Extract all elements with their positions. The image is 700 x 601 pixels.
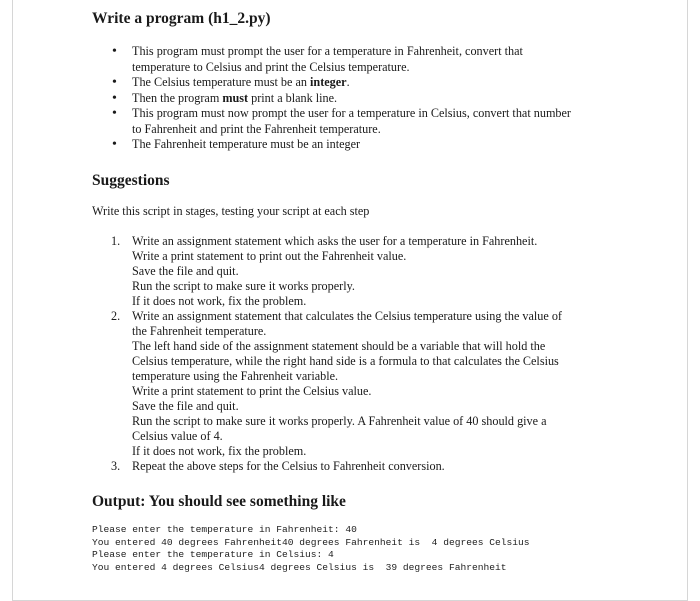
requirements-list <box>92 44 622 153</box>
step-line: Write a print statement to print out the Fahrenheit value. <box>132 249 407 263</box>
page-title: Write a program (h1_2.py) <box>92 10 271 27</box>
requirement-text: Then the program <box>132 90 223 105</box>
step-line: Run the script to make sure it works properly. <box>132 279 355 293</box>
console-output <box>92 524 530 574</box>
requirement-item <box>92 106 622 137</box>
requirement-emphasis: integer <box>310 75 347 89</box>
console-line: You entered 40 degrees Fahrenheit40 degrees Fahrenheit is 4 degrees Celsius <box>92 536 530 548</box>
step-number: 3. <box>111 459 121 473</box>
requirement-line: This program must prompt the user for a temperature in Fahrenheit, convert that <box>132 44 523 58</box>
step-line: Save the file and quit. <box>132 264 239 278</box>
step-line: Write an assignment statement which asks the user for a temperature in Fahrenheit. <box>132 234 538 248</box>
requirement-emphasis: must <box>222 90 249 105</box>
step-line: Repeat the above steps for the Celsius to Fahrenheit conversion. <box>132 459 445 473</box>
output-heading: Output: You should see something like <box>92 493 346 510</box>
requirement-text: . <box>346 75 350 89</box>
step-item <box>92 234 612 309</box>
requirement-item <box>92 75 622 91</box>
step-line: Run the script to make sure it works properly. A Fahrenheit value of 40 should give a <box>132 414 547 428</box>
console-line: Please enter the temperature in Celsius: 4 <box>92 549 334 560</box>
step-line: Celsius temperature, while the right hand side is a formula to that calculates the Celsius <box>132 354 559 368</box>
step-line: Write an assignment statement that calculates the Celsius temperature using the value of <box>132 309 562 323</box>
requirement-item <box>92 91 622 107</box>
requirement-line: temperature to Celsius and print the Celsius temperature. <box>132 59 410 74</box>
step-line: If it does not work, fix the problem. <box>132 444 307 458</box>
step-line: Celsius value of 4. <box>132 429 223 443</box>
step-number: 1. <box>111 234 121 248</box>
requirement-line: to Fahrenheit and print the Fahrenheit temperature. <box>132 121 381 136</box>
step-line: Save the file and quit. <box>132 399 239 413</box>
requirement-line: The Fahrenheit temperature must be an integer <box>132 137 361 151</box>
requirement-item <box>92 137 622 153</box>
step-line: Write a print statement to print the Celsius value. <box>132 384 372 398</box>
requirement-item <box>92 44 622 75</box>
step-number: 2. <box>111 309 121 323</box>
step-item <box>92 309 612 459</box>
console-line: You entered 4 degrees Celsius4 degrees Celsius is 39 degrees Fahrenheit <box>92 561 507 573</box>
step-line: The left hand side of the assignment statement should be a variable that will hold the <box>132 339 546 353</box>
steps-list <box>92 234 612 474</box>
requirement-text: The Celsius temperature must be an <box>132 75 311 89</box>
requirement-text: print a blank line. <box>248 90 338 105</box>
suggestions-heading: Suggestions <box>92 172 170 189</box>
step-line: If it does not work, fix the problem. <box>132 294 307 308</box>
requirement-line: This program must now prompt the user for a temperature in Celsius, convert that number <box>132 106 571 120</box>
step-line: the Fahrenheit temperature. <box>132 324 267 338</box>
console-line: Please enter the temperature in Fahrenheit: 40 <box>92 524 357 535</box>
suggestions-intro: Write this script in stages, testing your script at each step <box>92 204 370 218</box>
step-line: temperature using the Fahrenheit variable. <box>132 369 339 383</box>
step-item <box>92 459 612 474</box>
